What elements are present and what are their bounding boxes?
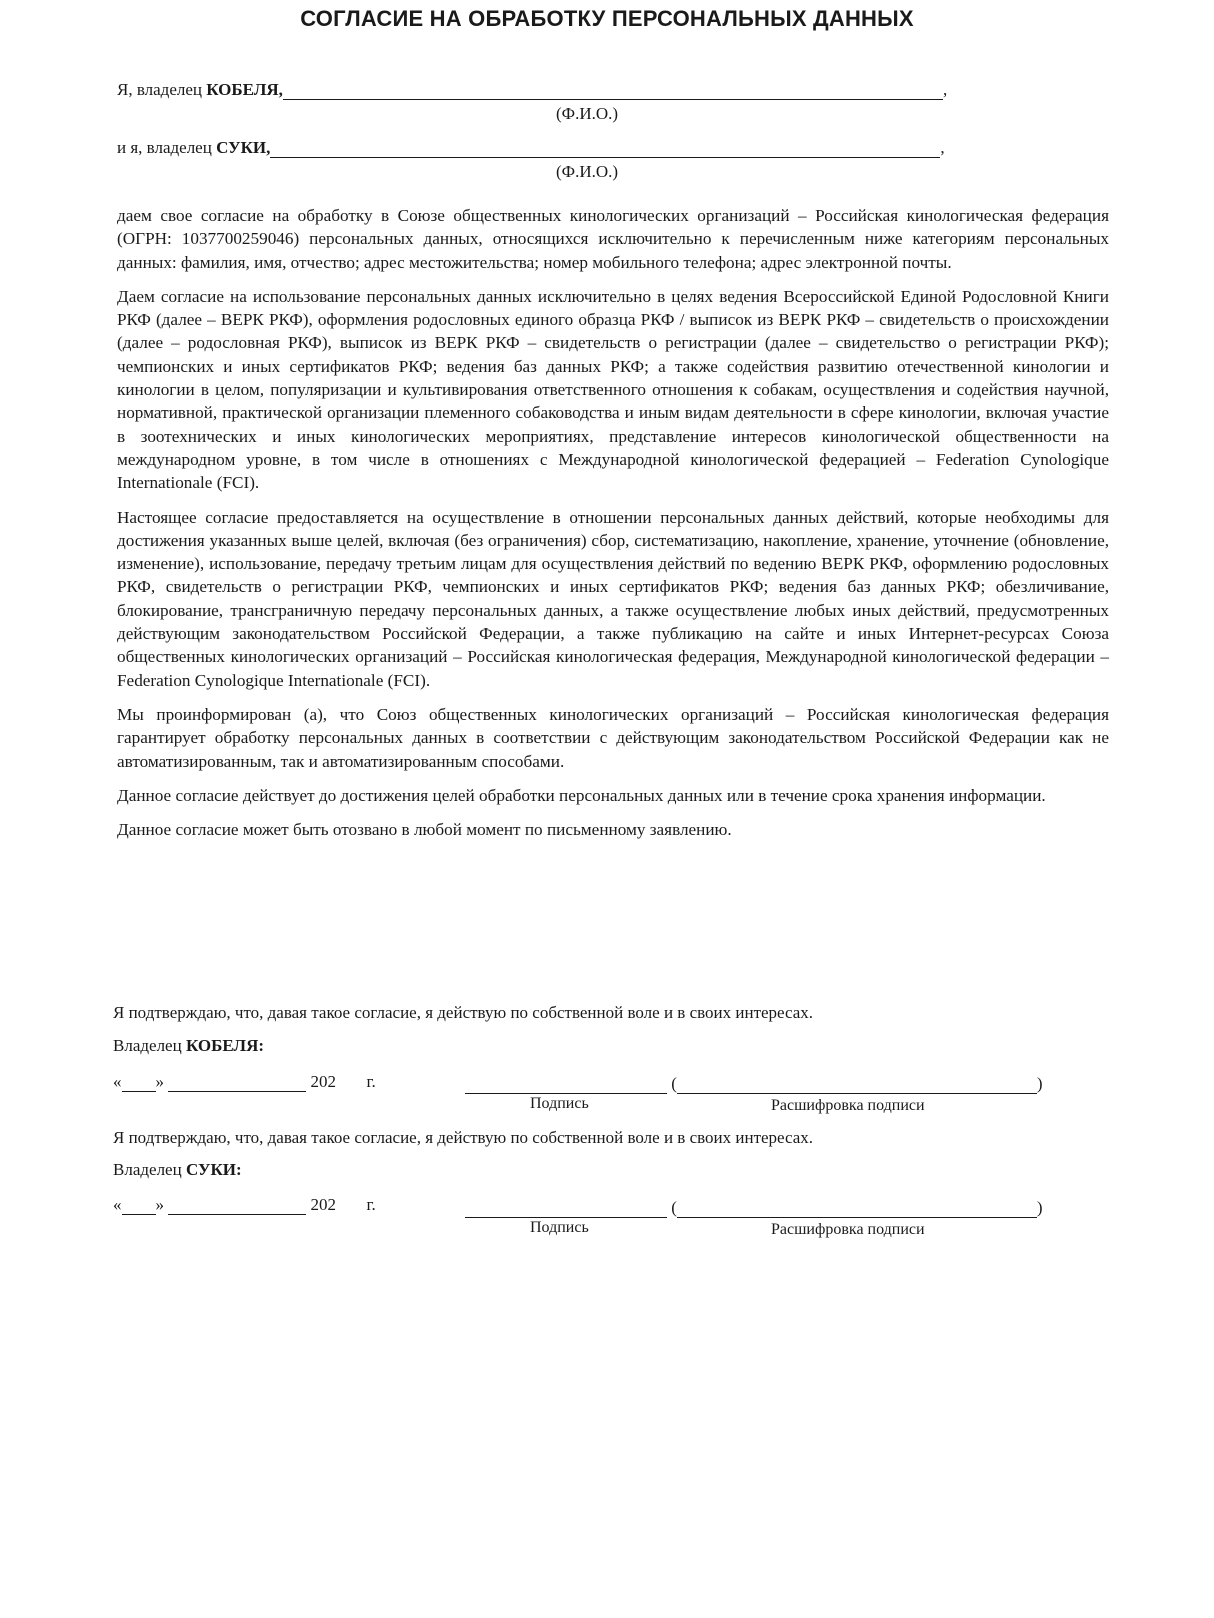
signature-caption: Подпись <box>530 1095 589 1112</box>
close-paren: ) <box>1036 1074 1043 1093</box>
month-field[interactable] <box>168 1073 306 1092</box>
day-field[interactable] <box>122 1073 156 1092</box>
female-owner-fio-field[interactable] <box>270 139 940 158</box>
date-row-female <box>113 1195 376 1215</box>
male-owner-bold: КОБЕЛЯ, <box>206 80 283 99</box>
paragraph: Мы проинформирован (а), что Союз общественных кинологических организаций – Российская кинологическая федерация гарантирует обработку персональных данных в соответствии с действующим законодательством Российской Федерации как не автоматизированным, так и автоматизированным способами. <box>117 704 1109 771</box>
female-fio-caption: (Ф.И.О.) <box>556 162 619 181</box>
open-paren: ( <box>671 1074 677 1093</box>
paragraph: даем свое согласие на обработку в Союзе общественных кинологических организаций – Российская кинологическая федерация (ОГРН: 1037700259046) персональных данных, относящихся исключительно к перечисленным ниже категориям персональных данных: фамилия, имя, отчество; адрес местожительства; номер мобильного телефона; адрес электронной почты. <box>117 206 1109 272</box>
paragraph: Данное согласие действует до достижения целей обработки персональных данных или в течение срока хранения информации. <box>117 785 1046 805</box>
female-owner-trail: , <box>940 138 945 157</box>
owner-prefix: Владелец <box>113 1160 182 1179</box>
close-paren: ) <box>1036 1198 1043 1217</box>
open-quote: « <box>113 1195 122 1214</box>
sign-row-male <box>465 1074 1043 1094</box>
open-quote: « <box>113 1072 122 1091</box>
female-owner-bold: СУКИ, <box>216 138 271 157</box>
year-field[interactable] <box>340 1073 362 1092</box>
paragraph: Данное согласие может быть отозвано в любой момент по письменному заявлению. <box>117 820 732 840</box>
open-paren: ( <box>671 1198 677 1217</box>
sign-row-female <box>465 1198 1043 1218</box>
owner-bold: СУКИ: <box>185 1160 242 1179</box>
signature-field[interactable] <box>465 1075 667 1094</box>
owner-label-female <box>113 1160 242 1180</box>
owner-bold: КОБЕЛЯ: <box>185 1036 265 1055</box>
signature-field[interactable] <box>465 1199 667 1218</box>
close-quote: » <box>155 1072 164 1091</box>
decode-caption: Расшифровка подписи <box>771 1097 925 1114</box>
male-owner-line <box>117 80 947 100</box>
year-suffix: г. <box>366 1072 376 1091</box>
confirm-text-female: Я подтверждаю, что, давая такое согласие, я действую по собственной воле и в своих интересах. <box>113 1128 814 1147</box>
document-title: СОГЛАСИЕ НА ОБРАБОТКУ ПЕРСОНАЛЬНЫХ ДАННЫХ <box>300 6 914 31</box>
paragraph: Даем согласие на использование персональных данных исключительно в целях ведения Всероссийской Единой Родословной Книги РКФ (далее – ВЕРК РКФ), оформления родословных единого образца РКФ / выписок из ВЕРК РКФ – свидетельств о происхождении (далее – родословная РКФ), выписок из ВЕРК РКФ – свидетельств о регистрации (далее – свидетельство о регистрации РКФ); чемпионских и иных сертификатов РКФ; ведения баз данных РКФ; а также содействия развитию отечественной кинологии и кинологии в целом, популяризации и культивирования ответственного отношения к собакам, осуществления и содействия научной, нормативной, практической организации племенного собаководства и иным видам деятельности в сфере кинологии, включая участие в зоотехнических и иных кинологических мероприятиях, представление интересов кинологической общественности на международном уровне, в том числе в отношениях с Международной кинологической федерацией – Federation Cynologique Internationale (FCI). <box>117 286 1109 493</box>
year-prefix: 202 <box>310 1195 336 1214</box>
decode-caption: Расшифровка подписи <box>771 1221 925 1238</box>
date-row-male <box>113 1072 376 1092</box>
signature-caption: Подпись <box>530 1219 589 1236</box>
male-owner-fio-field[interactable] <box>283 81 943 100</box>
signature-decode-field[interactable] <box>677 1075 1037 1094</box>
consent-body <box>117 204 1109 852</box>
male-owner-prefix: Я, владелец <box>117 80 202 99</box>
year-prefix: 202 <box>310 1072 336 1091</box>
close-quote: » <box>155 1195 164 1214</box>
female-owner-prefix: и я, владелец <box>117 138 212 157</box>
confirm-text-male: Я подтверждаю, что, давая такое согласие, я действую по собственной воле и в своих интересах. <box>113 1003 814 1022</box>
year-field[interactable] <box>340 1196 362 1215</box>
male-fio-caption: (Ф.И.О.) <box>556 104 619 123</box>
female-owner-line <box>117 138 945 158</box>
male-owner-trail: , <box>942 80 948 99</box>
owner-prefix: Владелец <box>113 1036 182 1055</box>
month-field[interactable] <box>168 1196 306 1215</box>
signature-decode-field[interactable] <box>677 1199 1037 1218</box>
year-suffix: г. <box>366 1195 376 1214</box>
paragraph: Настоящее согласие предоставляется на осуществление в отношении персональных данных действий, которые необходимы для достижения указанных выше целей, включая (без ограничения) сбор, систематизацию, накопление, хранение, уточнение (обновление, изменение), использование, передачу третьим лицам для осуществления действий по ведению ВЕРК РКФ, оформлению родословных РКФ, свидетельств о регистрации РКФ, чемпионских и иных сертификатов РКФ; ведения баз данных РКФ; обезличивание, блокирование, трансграничную передачу персональных данных, а также осуществление любых иных действий, предусмотренных действующим законодательством Российской Федерации, а также публикацию на сайте и иных Интернет-ресурсах Союза общественных кинологических организаций – Российская кинологическая федерация, Международной кинологической федерации – Federation Cynologique Internationale (FCI). <box>117 507 1109 690</box>
owner-label-male <box>113 1036 264 1056</box>
day-field[interactable] <box>122 1196 156 1215</box>
